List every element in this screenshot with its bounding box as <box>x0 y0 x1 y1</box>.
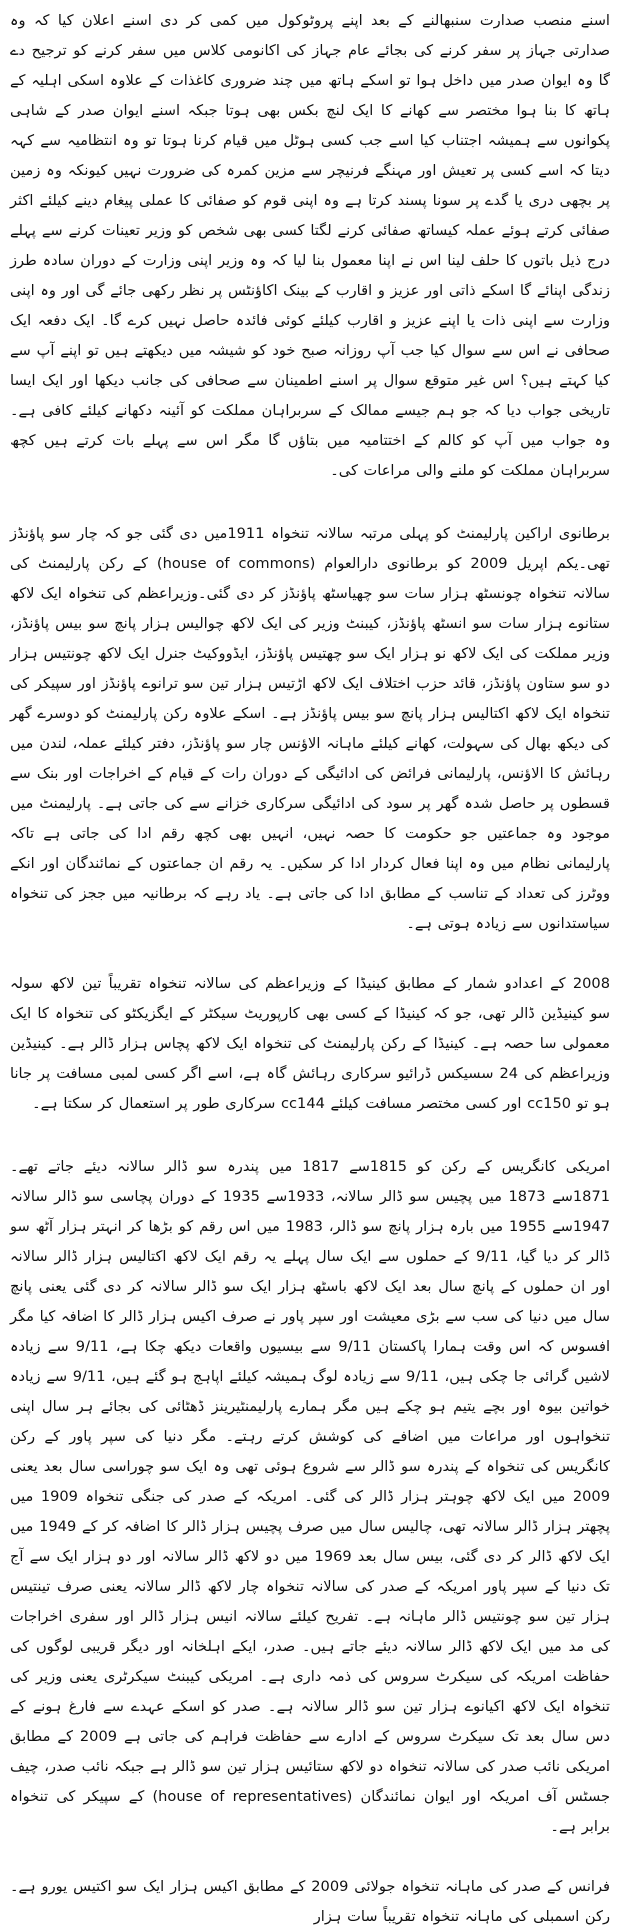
article-paragraph-france: فرانس کے صدر کی ماہانہ تنخواہ جولائی 2009 کے مطابق اکیس ہزار ایک سو اکتیس یورو ہے۔ رکن اسمبلی کی ماہانہ تنخواہ تقریباً سات ہزار <box>10 1878 610 1925</box>
paragraph-spacer <box>10 486 610 519</box>
article-paragraph-intro: اسنے منصب صدارت سنبھالنے کے بعد اپنے پروٹوکول میں کمی کر دی اسنے اعلان کیا کہ وہ صدارتی جہاز پر سفر کرنے کی بجائے عام جہاز کی اکانومی کلاس میں سفر کرنے کو ترجیح دے گا وہ ایوان صدر میں داخل ہوا تو اسکے ہاتھ میں چند ضروری کاغذات کے علاوہ اسکی اہلیہ کے ہاتھ کا بنا ہوا مختصر سے کھانے کا ایک لنچ بکس بھی ہوتا جبکہ اسنے ایوان صدر کے شاہی پکوانوں سے ہمیشہ اجتناب کیا اسے جب کسی ہوٹل میں قیام کرنا ہوتا تو وہ انتظامیہ سے کہہ دیتا کہ اسے کسی پر تعیش اور مہنگے فرنیچر سے مزین کمرہ کی ضرورت نہیں کیونکہ وہ زمین پر بچھی دری یا گدے پر سونا پسند کرتا ہے وہ اپنی قوم کو صفائی کا عملی پیغام دینے کیلئے اکثر صفائی کرتے ہوئے عملہ کیساتھ صفائی کرنے لگتا کسی بھی شخص کو وزیر تعینات کرنے سے پہلے درج ذیل باتوں کا حلف لینا اس نے اپنا معمول بنا لیا کہ وہ وزیر اپنی وزارت کے دوران سادہ طرز زندگی اپنائے گا اسکے ذاتی اور عزیز و اقارب کے بینک اکاؤنٹس پر نظر رکھی جائے گی اور وہ اپنی وزارت سے اپنی ذات یا اپنے عزیز و اقارب کیلئے کوئی فائدہ حاصل نہیں کرے گا۔ ایک دفعہ ایک صحافی نے اس سے سوال کیا جب آپ روزانہ صبح خود کو شیشہ میں دیکھتے ہیں تو اپنے آپ سے کیا کہتے ہیں؟ اس غیر متوقع سوال پر اسنے اطمینان سے صحافی کی جانب دیکھا اور ایک ایسا تاریخی جواب دیا کہ جو ہم جیسے ممالک کے سربراہان مملکت کو آئینہ دکھانے کیلئے کافی ہے۔ وہ جواب میں آپ کو کالم کے اختتامیہ میں بتاؤں گا مگر اس سے پہلے بات کرتے ہیں کچھ سربراہان مملکت کو ملنے والی مراعات کی۔ <box>10 12 610 479</box>
paragraph-spacer <box>10 939 610 969</box>
paragraph-spacer <box>10 1119 610 1152</box>
paragraph-spacer <box>10 1842 610 1872</box>
article-paragraph-usa: امریکی کانگریس کے رکن کو 1815سے 1817 میں پندرہ سو ڈالر سالانہ دیئے جاتے تھے۔ 1871سے 1873 میں پچیس سو ڈالر سالانہ، 1933سے 1935 کے دوران پچاسی سو ڈالر سالانہ 1947سے 1955 میں بارہ ہزار پانچ سو ڈالر، 1983 میں اس رقم کو بڑھا کر انہتر ہزار آٹھ سو ڈالر کر دیا گیا، 9/11 کے حملوں سے ایک سال پہلے یہ رقم ایک لاکھ اکتالیس ہزار ڈالر سالانہ اور ان حملوں کے پانچ سال بعد ایک لاکھ باسٹھ ہزار ایک سو ڈالر سالانہ کر دی گئی یعنی پانچ سال میں دنیا کی سب سے بڑی معیشت اور سپر پاور نے صرف اکیس ہزار ڈالر کا اضافہ کیا مگر افسوس کہ اس وقت ہمارا پاکستان 9/11 سے بیسیوں واقعات دیکھ چکا ہے، 9/11 سے زیادہ لاشیں گرائی جا چکی ہیں، 9/11 سے زیادہ لوگ ہمیشہ کیلئے اپاہج ہو گئے ہیں، 9/11 سے زیادہ خواتین بیوہ اور بچے یتیم ہو چکے ہیں مگر ہمارے پارلیمنٹیرینز ڈھٹائی کی بجائے ہر سال اپنی تنخواہوں اور مراعات میں اضافے کی کوشش کرتے رہتے۔ مگر دنیا کی سپر پاور کے رکن کانگریس کی تنخواہ کے پندرہ سو ڈالر سے شروع ہوئی تھی وہ ایک سو چوراسی سال بعد یعنی 2009 میں ایک لاکھ چوہتر ہزار ڈالر کی گئی۔ امریکہ کے صدر کی جنگی تنخواہ 1909 میں پچھتر ہزار ڈالر سالانہ تھی، چالیس سال میں صرف پچیس ہزار ڈالر کا اضافہ کر کے 1949 میں ایک لاکھ ڈالر کر دی گئی، بیس سال بعد 1969 میں دو لاکھ ڈالر سالانہ اور دو ہزار ایک سے آج تک دنیا کے سپر پاور امریکہ کے صدر کی سالانہ تنخواہ چار لاکھ ڈالر سالانہ یعنی صرف تینتیس ہزار تین سو چونتیس ڈالر ماہانہ ہے۔ تفریح کیلئے سالانہ انیس ہزار ڈالر اور سفری اخراجات کی مد میں ایک لاکھ ڈالر سالانہ دیئے جاتے ہیں۔ صدر، ایکے اہلخانہ اور دیگر قریبی لوگوں کی حفاظت امریکہ کی سیکرٹ سروس کی ذمہ داری ہے۔ امریکی کیبنٹ سیکرٹری یعنی وزیر کی تنخواہ ایک لاکھ اکیانوے ہزار تین سو ڈالر سالانہ ہے۔ صدر کو اسکے عہدے سے فارغ ہونے کے دس سال بعد تک سیکرٹ سروس کے ادارے سے حفاظت فراہم کی جاتی ہے 2009 کے مطابق امریکی نائب صدر کی سالانہ تنخواہ دو لاکھ ستائیس ہزار تین سو ڈالر ہے جبکہ نائب صدر، چیف جسٹس آف امریکہ اور ایوان نمائندگان (house of representatives) کے سپیکر کی تنخواہ برابر ہے۔ <box>10 1158 611 1835</box>
article-paragraph-uk: برطانوی اراکین پارلیمنٹ کو پہلی مرتبہ سالانہ تنخواہ 1911میں دی گئی جو کہ چار سو پاؤنڈز تھی۔یکم اپریل 2009 کو برطانوی دارالعوام (house of commons) کے رکن پارلیمنٹ کی سالانہ تنخواہ چونسٹھ ہزار سات سو چھیاسٹھ پاؤنڈز کر دی گئی۔وزیراعظم کی تنخواہ ایک لاکھ ستانوے ہزار سات سو انسٹھ پاؤنڈز، کیبنٹ وزیر کی ایک لاکھ چوالیس ہزار پانچ سو بیس پاؤنڈز، وزیر مملکت کی ایک لاکھ نو ہزار ایک سو چھتیس پاؤنڈز، ایڈووکیٹ جنرل ایک لاکھ چونتیس ہزار دو سو ستاون پاؤنڈز، قائد حزب اختلاف ایک لاکھ اڑتیس ہزار تین سو ترانوے پاؤنڈز اور سپیکر کی تنخواہ ایک لاکھ اکتالیس ہزار پانچ سو بیس پاؤنڈز ہے۔ اسکے علاوہ رکن پارلیمنٹ کو دوسرے گھر کی دیکھ بھال کی سہولت، کھانے کیلئے ماہانہ الاؤنس چار سو پاؤنڈز، دفتر کیلئے عملہ، لندن میں رہائش کا الاؤنس، پارلیمانی فرائض کی ادائیگی کے دوران رات کے قیام کے اخراجات اور بنک سے قسطوں پر حاصل شدہ گھر پر سود کی ادائیگی سرکاری خزانے سے کی جاتی ہے۔ پارلیمنٹ میں موجود وہ جماعتیں جو حکومت کا حصہ نہیں، انہیں بھی کچھ رقم ادا کی جاتی ہے تاکہ پارلیمانی نظام میں وہ اپنا فعال کردار ادا کر سکیں۔ یہ رقم ان جماعتوں کے نمائندگان اور انکے ووٹرز کی تعداد کے تناسب کے مطابق ادا کی جاتی ہے۔ یاد رہے کہ برطانیہ میں ججز کی تنخواہ سیاستدانوں سے زیادہ ہوتی ہے۔ <box>10 525 610 932</box>
article-paragraph-canada: 2008 کے اعدادو شمار کے مطابق کینیڈا کے وزیراعظم کی سالانہ تنخواہ تقریباً تین لاکھ سولہ سو کینیڈین ڈالر تھی، جو کہ کینیڈا کے کسی بھی کارپوریٹ سیکٹر کے ایگزیکٹو کی تنخواہ کا ایک معمولی سا حصہ ہے۔ کینیڈا کے رکن پارلیمنٹ کی تنخواہ ایک لاکھ پچاس ہزار ڈالر ہے۔ کینیڈین وزیراعظم کی 24 سسیکس ڈرائیو سرکاری رہائش گاہ ہے، اسے اگر کسی لمبی مسافت پر جانا ہو تو cc150 اور کسی مختصر مسافت کیلئے cc144 سرکاری طور پر استعمال کر سکتا ہے۔ <box>10 975 610 1112</box>
